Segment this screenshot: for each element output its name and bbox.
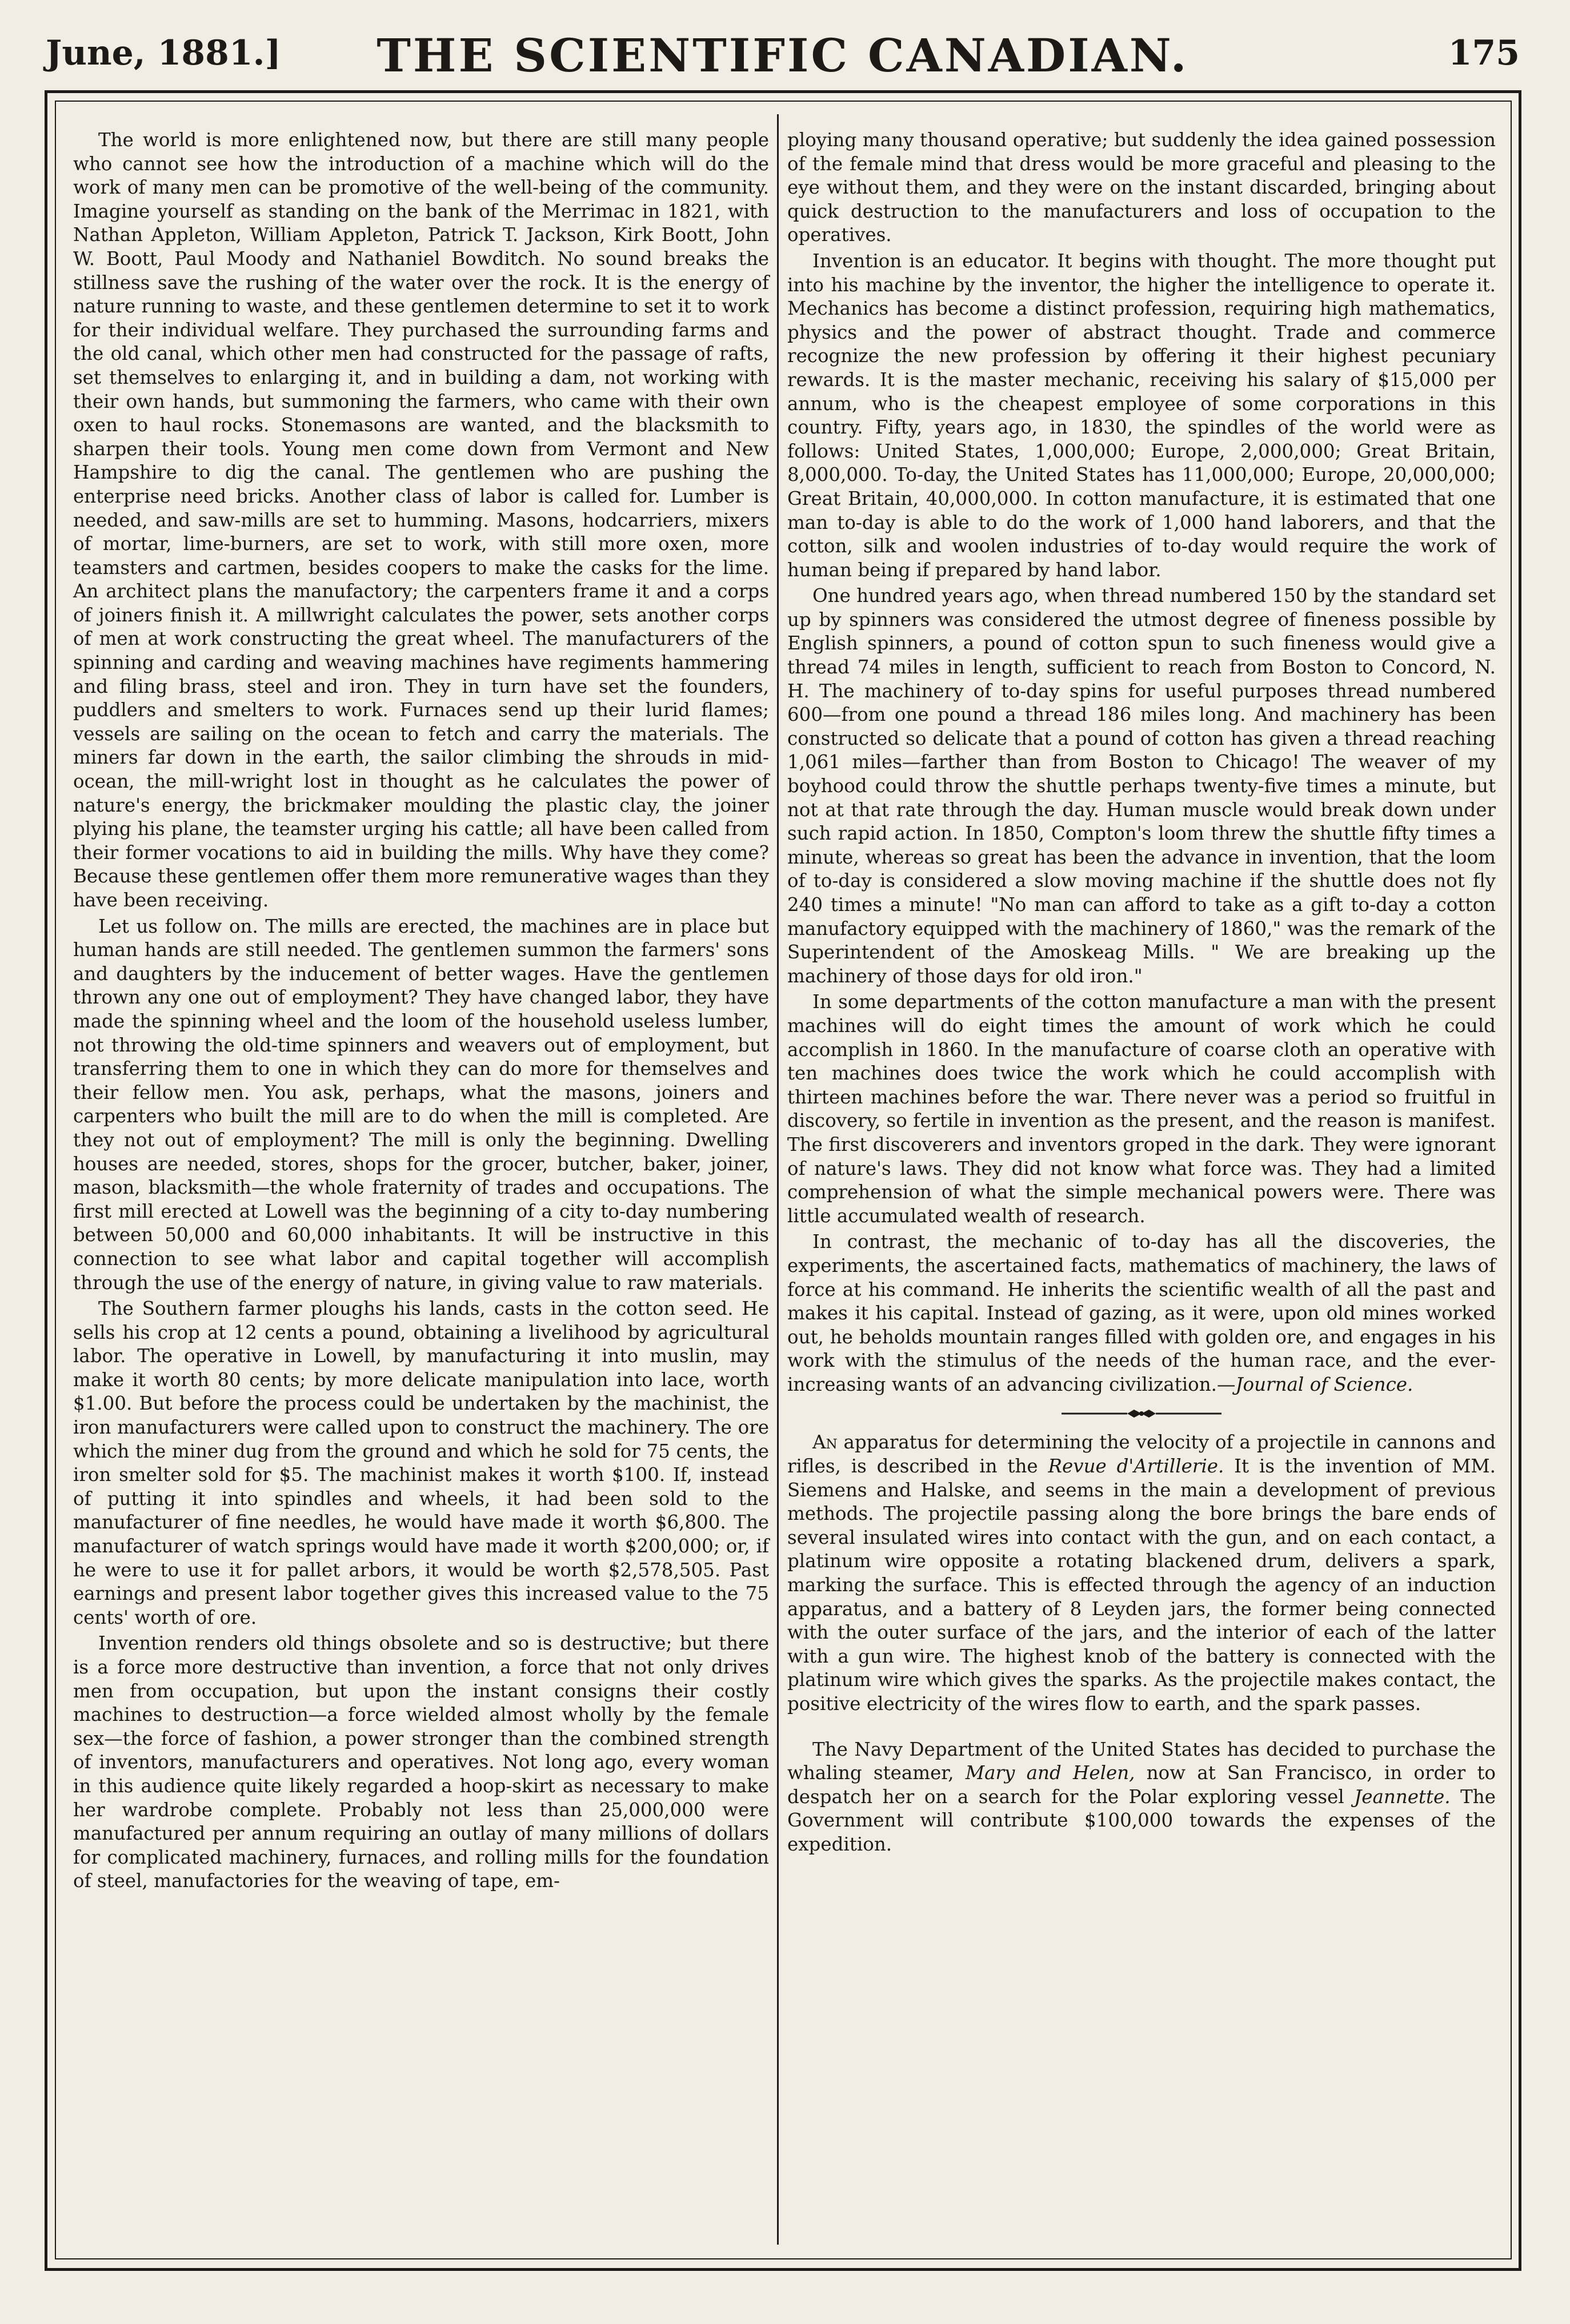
journal-name: Revue d'Artillerie. — [1048, 1455, 1224, 1478]
ornament-rule-icon — [1056, 1407, 1227, 1420]
source-citation: Journal of Science. — [1235, 1373, 1413, 1395]
news-item-projectile — [787, 1431, 1496, 1716]
item-text: It is the invention of MM. Siemens and Halske, and seems in the main a development of previous methods. The projectile passing along the bore brings the bare ends of several insulated wires into contact with the gun, and on each contact, a platinum wire opposite a rotating blackened drum, delivers a spark, marking the surface. This is effected through the agency of an induction apparatus, and a battery of 8 Leyden jars, the former being connected with the outer surface of the jars, and the interior of each of the latter with a gun wire. The highest knob of the battery is connected with the platinum wire which gives the sparks. As the projectile makes contact, the positive electricity of the wires flow to earth, and the spark passes. — [787, 1455, 1496, 1715]
journal-title: THE SCIENTIFIC CANADIAN. — [377, 29, 1189, 82]
item-text: The Government will contribute $100,000 towards the expenses of the expedition. — [787, 1785, 1496, 1855]
page-number: 175 — [1448, 33, 1520, 73]
item-spacer — [787, 1716, 1496, 1738]
article-closing-text: In contrast, the mechanic of to-day has all the discoveries, the experiments, the ascertained facts, mathematics of machinery, the laws of force at his command. He inherits the scientific wealth of all the past and makes it his capital. Instead of gazing, as it were, upon old mines worked out, he beholds mountain ranges filled with golden ore, and engages in his work with the stimulus of the needs of the human race, and the ever-increasing wants of an advancing civilization.— — [787, 1231, 1496, 1395]
news-item-navy — [787, 1738, 1496, 1857]
lead-word: An — [812, 1431, 838, 1454]
issue-date: June, 1881.] — [46, 33, 281, 73]
article-paragraph: Invention is an educator. It begins with thought. The more thought put into his machine by the inventor, the higher the intelligence to operate it. Mechanics has become a distinct profession, requiring high mathematics, physics and the power of abstract thought. Trade and commerce recognize the new profession by offering it their highest pecuniary rewards. It is the master mechanic, receiving his salary of $15,000 per annum, who is the cheapest employee of some corporations in this country. Fifty, years ago, in 1830, the spindles of the world were as follows: United States, 1,000,000; Europe, 2,000,000; Great Britain, 8,000,000. To-day, the United States has 11,000,000; Europe, 20,000,000; Great Britain, 40,000,000. In cotton manufacture, it is estimated that one man to-day is able to do the work of 1,000 hand laborers, and that the cotton, silk and woolen industries of to-day would require the work of human being if prepared by hand labor. — [787, 250, 1496, 581]
right-column — [787, 129, 1496, 1857]
item-text: now at San Francisco, in order to despatch her on a search for the Polar exploring vessel — [787, 1762, 1496, 1808]
article-paragraph: The Southern farmer ploughs his lands, casts in the cotton seed. He sells his crop at 12 cents a pound, obtaining a livelihood by agricultural labor. The operative in Lowell, by manufacturing it into muslin, may make it worth 80 cents; by more delicate manipulation into lace, worth $1.00. But before the process could be undertaken by the machinist, the iron manufacturers were called upon to construct the machinery. The ore which the miner dug from the ground and which he sold for 75 cents, the iron smelter sold for $5. The machinist makes it worth $100. If, instead of putting it into spindles and wheels, it had been sold to the manufacturer of fine needles, he would have made it worth $6,800. The manufacturer of watch springs would have made it worth $200,000; or, if he were to use it for pallet arbors, it would be worth $2,578,505. Past earnings and present labor together gives this increased value to the 75 cents' worth of ore. — [73, 1298, 769, 1628]
article-paragraph: One hundred years ago, when thread numbered 150 by the standard set up by spinners was considered the utmost degree of fineness possible by English spinners, a pound of cotton spun to such fineness would give a thread 74 miles in length, sufficient to reach from Boston to Concord, N. H. The machinery of to-day spins for useful purposes thread numbered 600—from one pound a thread 186 miles long. And machinery has been constructed so delicate that a pound of cotton has given a thread reaching 1,061 miles—farther than from Boston to Chicago! The weaver of my boyhood could throw the shuttle perhaps twenty-five times a minute, but not at that rate through the day. Human muscle would break down under such rapid action. In 1850, Compton's loom threw the shuttle fifty times a minute, whereas so great has been the advance in invention, that the loom of to-day is considered a slow moving machine if the shuttle does not fly 240 times a minute! "No man can afford to take as a gift to-day a cotton manufactory equipped with the machinery of 1860," was the remark of the Superintendent of the Amoskeag Mills. " We are breaking up the machinery of those days for old iron." — [787, 585, 1496, 987]
article-paragraph: The world is more enlightened now, but there are still many people who cannot see how the introduction of a machine which will do the work of many men can be promotive of the well-being of the community. Imagine yourself as standing on the bank of the Merrimac in 1821, with Nathan Appleton, William Appleton, Patrick T. Jackson, Kirk Boott, John W. Boott, Paul Moody and Nathaniel Bowditch. No sound breaks the stillness save the rushing of the water over the rock. It is the energy of nature running to waste, and these gentlemen determine to set it to work for their individual welfare. They purchased the surrounding farms and the old canal, which other men had constructed for the passage of rafts, set themselves to enlarging it, and in building a dam, not working with their own hands, but summoning the farmers, who came with their own oxen to haul rocks. Stonemasons are wanted, and the blacksmith to sharpen their tools. Young men come down from Vermont and New Hampshire to dig the canal. The gentlemen who are pushing the enterprise need bricks. Another class of labor is called for. Lumber is needed, and saw-mills are set to humming. Masons, hodcarriers, mixers of mortar, lime-burners, are set to work, with still more oxen, more teamsters and cartmen, besides coopers to make the casks for the lime. An architect plans the manufactory; the carpenters frame it and a corps of joiners finish it. A millwright calculates the power, sets another corps of men at work constructing the great wheel. The manufacturers of the spinning and carding and weaving machines have regiments hammering and filing brass, steel and iron. They in turn have set the founders, puddlers and smelters to work. Furnaces send up their lurid flames; vessels are sailing on the ocean to fetch and carry the materials. The miners far down in the earth, the sailor climbing the shrouds in mid-ocean, the mill-wright lost in thought as he calculates the power of nature's energy, the brickmaker moulding the plastic clay, the joiner plying his plane, the teamster urging his cattle; all have been called from their former vocations to aid in building the mills. Why have they come? Because these gentlemen offer them more remunerative wages than they have been receiving. — [73, 129, 769, 911]
item-text: The Navy Department of the United States has decided to purchase the whaling steamer, — [787, 1738, 1496, 1784]
left-column — [73, 129, 769, 1893]
article-paragraph: ploying many thousand operative; but suddenly the idea gained possession of the female mind that dress would be more graceful and pleasing to the eye without them, and they were on the instant discarded, bringing about quick destruction to the manufacturers and loss of occupation to the operatives. — [787, 129, 1496, 246]
article-paragraph: Let us follow on. The mills are erected, the machines are in place but human hands are still needed. The gentlemen summon the farmers' sons and daughters by the inducement of better wages. Have the gentlemen thrown any one out of employment? They have changed labor, they have made the spinning wheel and the loom of the household useless lumber, not throwing the old-time spinners and weavers out of employment, but transferring them to one in which they can do more for themselves and their fellow men. You ask, perhaps, what the masons, joiners and carpenters who built the mill are to do when the mill is completed. Are they not out of employment? The mill is only the beginning. Dwelling houses are needed, stores, shops for the grocer, butcher, baker, joiner, mason, blacksmith—the whole fraternity of trades and occupations. The first mill erected at Lowell was the beginning of a city to-day numbering between 50,000 and 60,000 inhabitants. It will be instructive in this connection to see what labor and capital together will accomplish through the use of the energy of nature, in giving value to raw materials. — [73, 915, 769, 1294]
section-divider-ornament — [787, 1396, 1496, 1431]
article-paragraph: In some departments of the cotton manufacture a man with the present machines will do eight times the amount of work which he could accomplish in 1860. In the manufacture of coarse cloth an operative with ten machines does twice the work which he could accomplish with thirteen machines before the war. There never was a period so fruitful in discovery, so fertile in invention as the present, and the reason is manifest. The first discoverers and inventors groped in the dark. They were ignorant of nature's laws. They did not know what force was. They had a limited comprehension of what the simple mechanical powers were. There was little accumulated wealth of research. — [787, 991, 1496, 1227]
article-paragraph: Invention renders old things obsolete and so is destructive; but there is a force more destructive than invention, a force that not only drives men from occupation, but upon the instant consigns their costly machines to destruction—a force wielded almost wholly by the female sex—the force of fashion, a power stronger than the combined strength of inventors, manufacturers and operatives. Not long ago, every woman in this audience quite likely regarded a hoop-skirt as necessary to make her wardrobe complete. Probably not less than 25,000,000 were manufactured per annum requiring an outlay of many millions of dollars for complicated machinery, furnaces, and rolling mills for the foundation of steel, manufactories for the weaving of tape, em- — [73, 1632, 769, 1892]
article-paragraph — [787, 1230, 1496, 1396]
page-header — [46, 23, 1520, 91]
column-divider — [777, 114, 779, 2245]
vessel-name: Jeannette. — [1354, 1785, 1451, 1808]
ship-name: Mary and Helen, — [965, 1762, 1135, 1784]
item-text: apparatus for determining the velocity of a projectile in cannons and rifles, is described in the — [787, 1431, 1496, 1478]
